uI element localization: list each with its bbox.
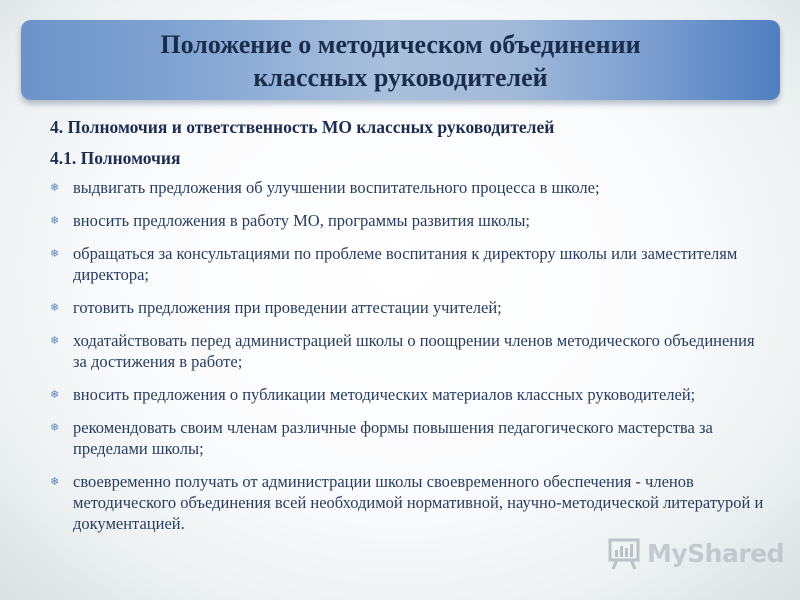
snowflake-bullet-icon: ❄: [50, 247, 60, 260]
list-item: [50, 471, 770, 534]
snowflake-bullet-icon: ❄: [50, 181, 60, 194]
list-item: [50, 210, 770, 231]
slide-title: [21, 28, 780, 94]
list-item: [50, 297, 770, 318]
list-item: [50, 417, 770, 459]
list-item: [50, 330, 770, 372]
section-heading: 4. Полномочия и ответственность МО классных руководителей: [50, 117, 555, 137]
subsection-heading: 4.1. Полномочия: [50, 148, 181, 168]
list-item-text: ходатайствовать перед администрацией школы о поощрении членов методического объединения за достижения в работе;: [73, 331, 755, 371]
list-item: [50, 243, 770, 285]
powers-list: [50, 177, 770, 534]
snowflake-bullet-icon: ❄: [50, 475, 60, 488]
list-item-text: рекомендовать своим членам различные формы повышения педагогического мастерства за пределами школы;: [73, 418, 713, 458]
presentation-board-icon: [607, 537, 643, 571]
snowflake-bullet-icon: ❄: [50, 388, 60, 401]
list-item: [50, 177, 770, 198]
watermark-text: MyShared: [647, 539, 785, 568]
slide-title-line-1: Положение о методическом объединении: [160, 30, 641, 59]
list-item-text: своевременно получать от администрации школы своевременного обеспечения - членов методического объединения всей необходимой нормативной, научно-методической литературой и документацией.: [73, 472, 764, 533]
list-item-text: выдвигать предложения об улучшении воспитательного процесса в школе;: [73, 178, 600, 197]
snowflake-bullet-icon: ❄: [50, 421, 60, 434]
list-item-text: обращаться за консультациями по проблеме воспитания к директору школы или заместителям директора;: [73, 244, 738, 284]
list-item: [50, 384, 770, 405]
slide-content: [50, 116, 770, 546]
snowflake-bullet-icon: ❄: [50, 301, 60, 314]
list-item-text: вносить предложения в работу МО, программы развития школы;: [73, 211, 531, 230]
snowflake-bullet-icon: ❄: [50, 214, 60, 227]
slide-title-line-2: классных руководителей: [253, 63, 548, 92]
list-item-text: вносить предложения о публикации методических материалов классных руководителей;: [73, 385, 696, 404]
myshared-watermark: [607, 537, 785, 573]
snowflake-bullet-icon: ❄: [50, 334, 60, 347]
list-item-text: готовить предложения при проведении аттестации учителей;: [73, 298, 502, 317]
